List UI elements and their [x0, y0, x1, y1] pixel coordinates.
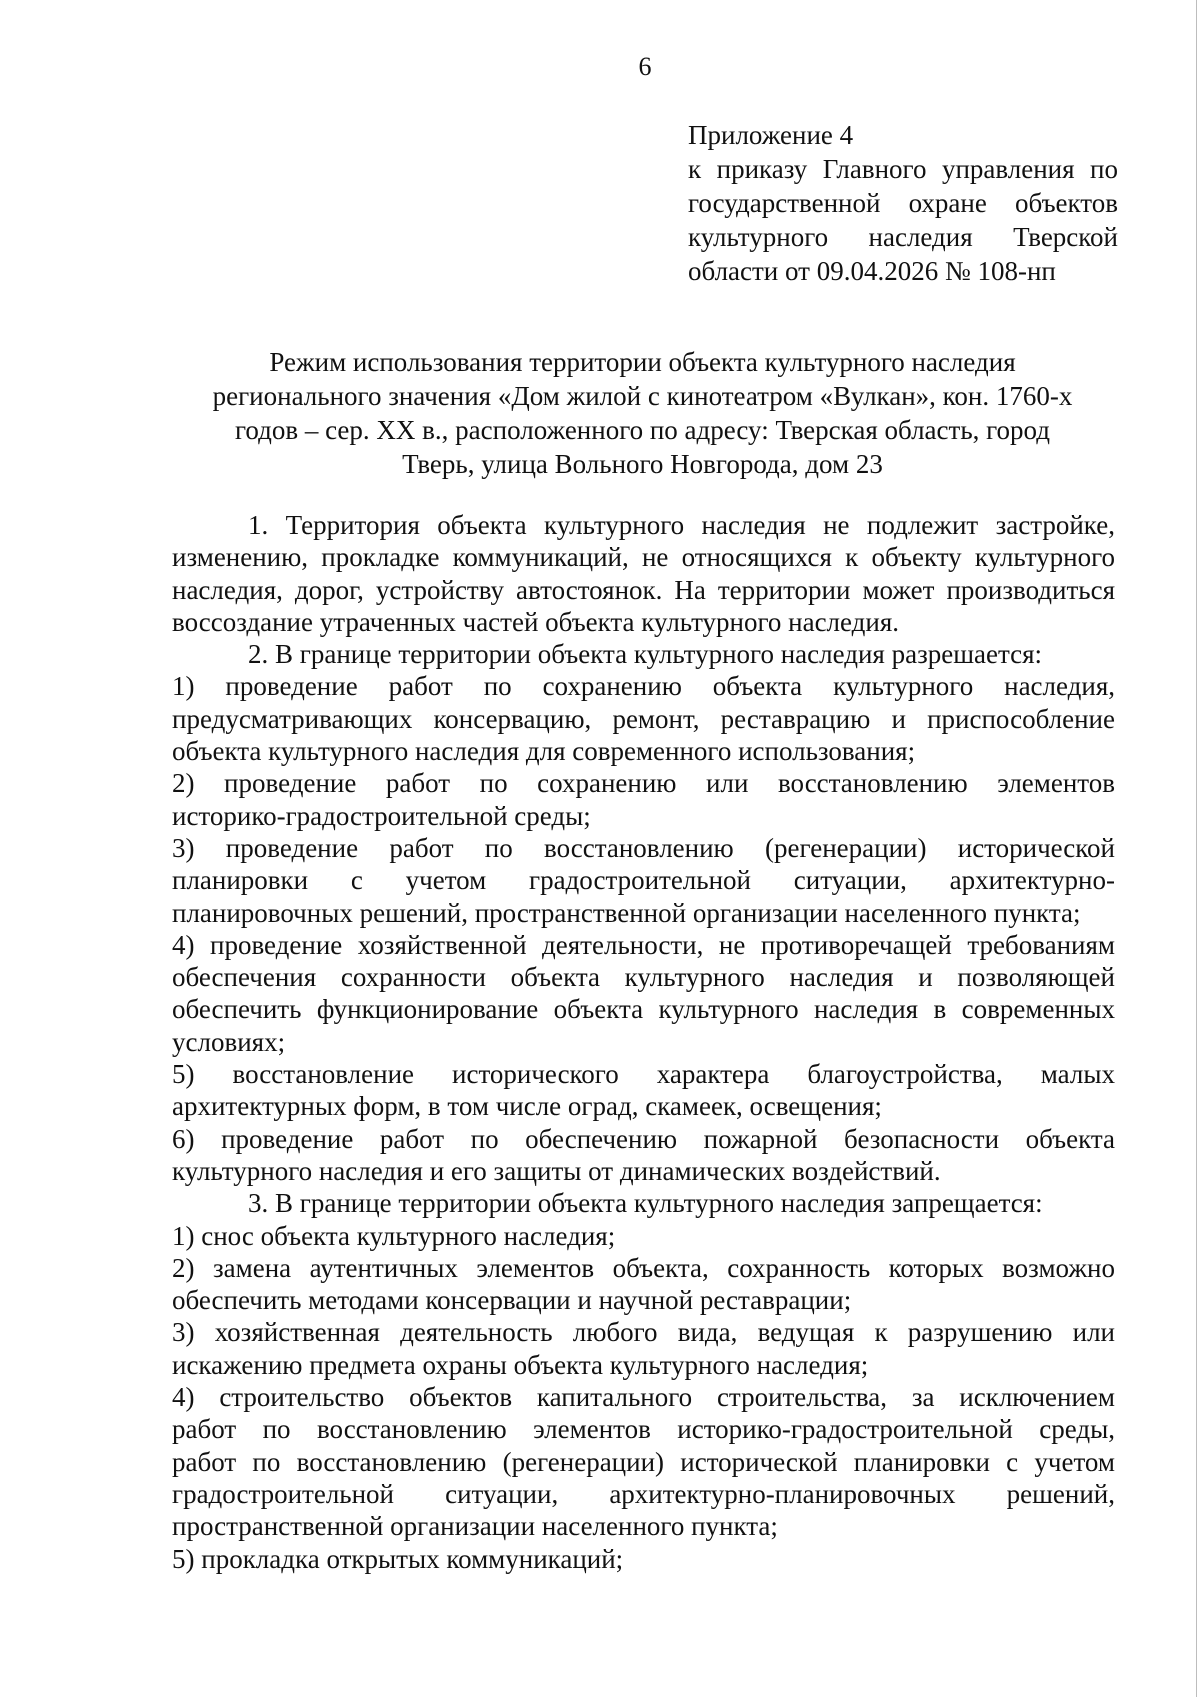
body-line: 3. В границе территории объекта культурного наследия запрещается: [248, 1188, 1043, 1219]
document-title [170, 345, 1115, 481]
body-line: 1) проведение работ по сохранению объекта культурного наследия, [172, 671, 1115, 702]
approval-line: государственной охране объектов [688, 188, 1118, 218]
body-line: искажению предмета охраны объекта культурного наследия; [172, 1349, 869, 1380]
body-line: культурного наследия и его защиты от динамических воздействий. [172, 1155, 941, 1186]
body-line: 3) хозяйственная деятельность любого вида, ведущая к разрушению или [172, 1317, 1115, 1348]
body-line: историко-градостроительной среды; [172, 800, 591, 831]
body-line: обеспечения сохранности объекта культурного наследия и позволяющей [172, 962, 1115, 993]
title-line: Режим использования территории объекта культурного наследия [269, 347, 1016, 377]
body-line: работ по восстановлению элементов историко-градостроительной среды, [172, 1414, 1115, 1445]
body-line: 3) проведение работ по восстановлению (регенерации) исторической [172, 832, 1115, 863]
body-line: 6) проведение работ по обеспечению пожарной безопасности объекта [172, 1123, 1115, 1154]
document-body [172, 509, 1115, 1575]
body-line: наследия, дорог, устройству автостоянок. На территории может производиться [172, 574, 1115, 605]
body-line: 2) проведение работ по сохранению или восстановлению элементов [172, 768, 1115, 799]
approval-block [688, 118, 1118, 288]
approval-line: области от 09.04.2026 № 108-нп [688, 256, 1056, 286]
body-line: 2) замена аутентичных элементов объекта, сохранность которых возможно [172, 1252, 1115, 1283]
body-line: планировки с учетом градостроительной ситуации, архитектурно- [172, 865, 1115, 896]
title-line: Тверь, улица Вольного Новгорода, дом 23 [402, 449, 883, 479]
approval-line: культурного наследия Тверской [688, 222, 1118, 252]
body-line: предусматривающих консервацию, ремонт, реставрацию и приспособление [172, 703, 1115, 734]
body-line: 4) проведение хозяйственной деятельности, не противоречащей требованиям [172, 929, 1115, 960]
title-line: годов – сер. XX в., расположенного по адресу: Тверская область, город [235, 415, 1050, 445]
body-line: 4) строительство объектов капитального строительства, за исключением [172, 1382, 1115, 1413]
body-line: воссоздание утраченных частей объекта культурного наследия. [172, 606, 900, 637]
body-line: объекта культурного наследия для современного использования; [172, 736, 916, 767]
body-line: обеспечить функционирование объекта культурного наследия в современных [172, 994, 1115, 1025]
title-line: регионального значения «Дом жилой с кинотеатром «Вулкан», кон. 1760-х [212, 381, 1073, 411]
approval-line: к приказу Главного управления по [688, 154, 1118, 184]
body-line: планировочных решений, пространственной организации населенного пункта; [172, 897, 1081, 928]
body-line: пространственной организации населенного пункта; [172, 1511, 778, 1542]
body-line: градостроительной ситуации, архитектурно-планировочных решений, [172, 1478, 1115, 1509]
body-line: обеспечить методами консервации и научной реставрации; [172, 1285, 852, 1316]
body-line: изменению, прокладке коммуникаций, не относящихся к объекту культурного [172, 542, 1115, 573]
body-line: 1. Территория объекта культурного наследия не подлежит застройке, [248, 510, 1115, 540]
body-line: 5) прокладка открытых коммуникаций; [172, 1543, 624, 1574]
body-line: 1) снос объекта культурного наследия; [172, 1220, 616, 1251]
body-line: архитектурных форм, в том числе оград, скамеек, освещения; [172, 1091, 882, 1122]
body-line: работ по восстановлению (регенерации) исторической планировки с учетом [172, 1446, 1115, 1477]
body-line: условиях; [172, 1026, 286, 1057]
body-line: 2. В границе территории объекта культурного наследия разрешается: [248, 639, 1043, 670]
scan-edge-line [1196, 0, 1197, 1697]
page-number: 6 [638, 52, 652, 81]
body-line: 5) восстановление исторического характера благоустройства, малых [172, 1059, 1115, 1090]
approval-line: Приложение 4 [688, 120, 854, 150]
